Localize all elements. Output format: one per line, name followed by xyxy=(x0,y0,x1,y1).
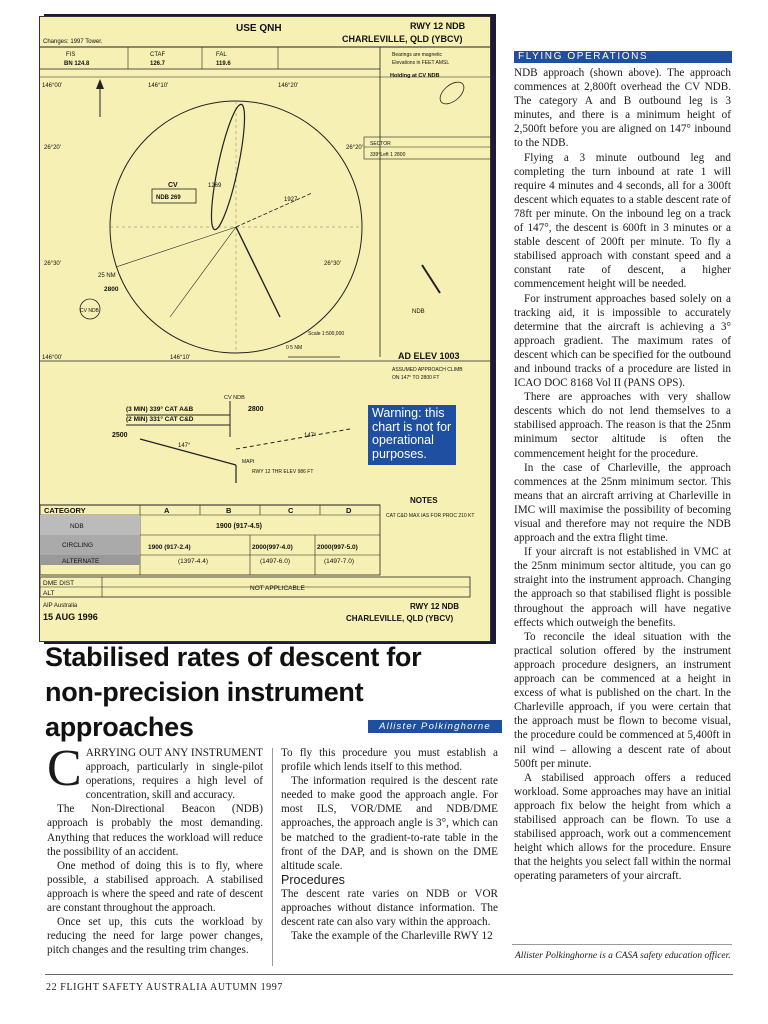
profile-mapt: MAPt xyxy=(242,459,255,465)
col1-p1: ARRYING OUT ANY INSTRUMENT approach, particularly in single-pilot operations, requires a high level of concentration, skill and accuracy. xyxy=(85,747,263,802)
chart-header-left: USE QNH xyxy=(236,23,282,34)
circ-d2: (1497-7.0) xyxy=(324,558,354,565)
sector-head: SECTOR xyxy=(370,141,391,147)
circ-c2: (1497-6.0) xyxy=(260,558,290,565)
note-small2: ON 147° TO 2800 FT xyxy=(392,375,440,381)
cat-header-0: CATEGORY xyxy=(44,506,86,515)
profile-line2: (2 MIN) 331° CAT C&D xyxy=(126,416,194,423)
profile-2500: 2500 xyxy=(112,432,128,439)
col3-p4: There are approaches with very shallow descents which do not lend themselves to a stabilised approach. The reason is that the 25nm minimum sector altitude is often the commencement height for the procedure. xyxy=(514,391,731,460)
author-byline: Allister Polkinghorne xyxy=(368,720,502,733)
approach-chart xyxy=(39,16,491,642)
col1-p3: One method of doing this is to fly, where possible, a stabilised approach. A stabilised approach is where the speed and rate of descent are constant throughout the approach. xyxy=(47,859,263,915)
cat-header-a: A xyxy=(164,506,170,515)
lat-label-4: 26°30' xyxy=(324,261,341,267)
lon-label-2: 146°10' xyxy=(148,83,169,89)
msa-alt: 2800 xyxy=(104,286,119,293)
approach-chart-graphic xyxy=(40,17,492,643)
ad-elev: AD ELEV 1003 xyxy=(398,351,460,361)
circ-c: 2000(997-4.0) xyxy=(252,544,293,551)
section-label: FLYING OPERATIONS xyxy=(514,51,732,63)
col3-p8: A stabilised approach offers a reduced workload. Some approaches may have an initial approach fix below the height from which a stabilised approach can be flown. To use a stabilised approach, work out a commencement height which allows for the procedure. Ensure that the heights you select fall within the normal operating parameters of your aircraft. xyxy=(514,771,731,883)
circ-ab: 1900 (917-2.4) xyxy=(148,544,191,551)
alternate-label: ALTERNATE xyxy=(62,558,100,565)
bearings-note2: Elevations in FEET AMSL xyxy=(392,60,450,66)
freq-label-fis: FIS xyxy=(66,52,76,58)
chart-header-right1: RWY 12 NDB xyxy=(410,21,466,31)
ndb-row-label: NDB xyxy=(70,523,84,530)
alt-label: ALT xyxy=(43,590,55,597)
col1-p4: Once set up, this cuts the workload by reducing the need for large power changes, pitch changes and the resulting trim changes. xyxy=(47,916,263,957)
freq-label-fal: FAL xyxy=(216,52,227,58)
ndb-row-value: 1900 (917-4.5) xyxy=(216,523,262,530)
airservices: AIP Australia xyxy=(43,603,78,609)
profile-147: 147° xyxy=(178,443,191,449)
profile-rwy: RWY 12 THR ELEV 986 FT xyxy=(252,469,314,475)
lon-bottom-2: 146°10' xyxy=(170,355,191,361)
col3-p1: NDB approach (shown above). The approach commences at 2,800ft overhead the CV NDB. The category A and B outbound leg is 3 minutes, and there is a minimum height of 2,500ft before you are aligned on 147° inbound to the NDB. xyxy=(514,67,731,150)
bearings-note1: Bearings are magnetic xyxy=(392,52,443,58)
warning-box: Warning: this chart is not for operational purposes. xyxy=(368,405,456,465)
column-1 xyxy=(47,740,263,957)
scale-label: Scale 1:500,000 xyxy=(308,331,345,337)
col1-p2: The Non-Directional Beacon (NDB) approach is probably the most demanding. Anything that reduces the workload will reduce the possibility of an accident. xyxy=(47,803,263,858)
lon-label-1: 146°00' xyxy=(42,83,63,89)
circ-ab2: (1397-4.4) xyxy=(178,558,208,565)
col3-p5: In the case of Charleville, the approach commences at the 25nm minimum sector. This means that an aircraft arriving at Charleville in IMC will maximise the possibility of becoming visual and therefore may not require the NDB approach and the extra flight time. xyxy=(514,461,731,545)
col2-p1: To fly this procedure you must establish a profile which lends itself to this method. xyxy=(281,747,498,774)
chart-changes: Changes: 1997 Tower. xyxy=(43,39,103,45)
drop-cap: C xyxy=(47,740,82,797)
notes-title: NOTES xyxy=(410,496,438,505)
radial-label-2: 1927 xyxy=(284,197,298,203)
col2-p2: The information required is the descent rate needed to make good the approach angle. For most ILS, VOR/DME and NDB/DME approaches, the approach angle is 3°, which can be matched to the gradient-to-rate table in the front of the DAP, and is shown on the DME altitude scale. xyxy=(281,775,498,872)
cv-label: CV xyxy=(168,182,178,189)
not-applicable: NOT APPLICABLE xyxy=(250,585,305,592)
freq-value-fis: BN 124.8 xyxy=(64,61,90,67)
chart-date: 15 AUG 1996 xyxy=(43,612,98,622)
profile-line1: (3 MIN) 339° CAT A&B xyxy=(126,406,194,413)
lat-label-2: 26°20' xyxy=(346,145,363,151)
note-small1: ASSUMED APPROACH CLIMB xyxy=(392,367,463,373)
column-2 xyxy=(281,746,498,943)
article-headline: Stabilised rates of descent for non-precision instrument approaches xyxy=(45,642,422,742)
lon-bottom-1: 146°00' xyxy=(42,355,63,361)
notes-text: CAT C&D MAX IAS FOR PROC 210 KT xyxy=(386,513,475,519)
circling-label: CIRCLING xyxy=(62,542,94,549)
col3-p7: To reconcile the ideal situation with the practical solution offered by the instrument approach procedure designers, an instrument approach can be commenced at a height in excess of what is published on the chart. In the Charleville approach, if you were certain that the approach must be flown to become visual, the procedure could be commenced at 5,400ft in nil wind – allowing a descent rate of about 500ft per minute. xyxy=(514,630,731,770)
ndb-box-label: NDB 269 xyxy=(156,195,181,201)
circ-d: 2000(997-5.0) xyxy=(317,544,358,551)
ndb-small: NDB xyxy=(412,309,425,315)
column-divider xyxy=(272,748,273,966)
chart-header-right2: CHARLEVILLE, QLD (YBCV) xyxy=(342,34,463,44)
section-heading: Procedures xyxy=(281,872,345,887)
profile-alt: 2800 xyxy=(248,406,264,413)
cv-ndb-mini: CV NDB xyxy=(80,308,99,314)
cat-header-d: D xyxy=(346,506,352,515)
lon-label-3: 146°20' xyxy=(278,83,299,89)
cat-header-b: B xyxy=(226,506,232,515)
freq-value-ctaf: 126.7 xyxy=(150,61,166,67)
bio-rule xyxy=(512,944,732,945)
author-bio: Allister Polkinghorne is a CASA safety education officer. xyxy=(515,951,731,961)
radial-label-1: 1269 xyxy=(208,183,222,189)
cat-header-c: C xyxy=(288,506,294,515)
profile-147b: 147° xyxy=(304,433,317,439)
lat-label-1: 26°20' xyxy=(44,145,61,151)
footer-right1: RWY 12 NDB xyxy=(410,602,460,611)
page-footer: 22 FLIGHT SAFETY AUSTRALIA AUTUMN 1997 xyxy=(46,982,283,993)
sector-row: 339°Left 1 2800 xyxy=(370,152,406,158)
lat-label-3: 26°30' xyxy=(44,261,61,267)
footer-right2: CHARLEVILLE, QLD (YBCV) xyxy=(346,614,454,623)
dme-label: DME DIST xyxy=(43,580,75,587)
msa-25nm: 25 NM xyxy=(98,273,116,279)
footer-rule xyxy=(45,974,733,975)
holding-label: Holding at CV NDB xyxy=(390,73,440,79)
profile-cv: CV NDB xyxy=(224,395,245,401)
col2-p3: The descent rate varies on NDB or VOR approaches without distance information. The descent rate can also vary within the approach. xyxy=(281,887,498,929)
col3-p6: If your aircraft is not established in VMC at the 25nm minimum sector altitude, you can go straight into the instrument approach. Changing the approach so that stabilised flight is possible throughout the approach will have negative effects which outweigh the benefits. xyxy=(514,546,731,629)
col3-p2: Flying a 3 minute outbound leg and completing the turn inbound at rate 1 will require 4 minutes and 4 seconds, all for a 300ft descent which equates to a stable descent rate of 78ft per minute. On the inbound leg on a track of 147°, the descent is 600ft in 3 minutes or a stable descent of 200ft per minute. To fly a stabilised approach with constant speed and a constant rate of descent, a higher commencement height will be needed. xyxy=(514,151,731,291)
col2-p4: Take the example of the Charleville RWY 12 xyxy=(291,930,493,943)
scale-nm: 0 5 NM xyxy=(286,345,303,351)
freq-label-ctaf: CTAF xyxy=(150,52,166,58)
freq-value-fal: 119.6 xyxy=(216,61,231,67)
col3-p3: For instrument approaches based solely on a tracking aid, it is impossible to accurately determine that the aircraft is achieving a 3° approach gradient. The maximum rates of descent which can be specified for the outbound and inbound tracks of a procedure are listed in ICAO DOC 8168 Vol II (PANS OPS). xyxy=(514,292,731,390)
column-3 xyxy=(514,66,731,883)
